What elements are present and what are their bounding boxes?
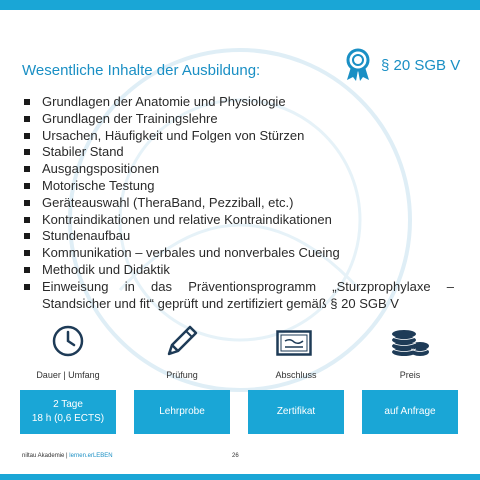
- top-accent-bar: [0, 0, 480, 10]
- list-item-text: Kontraindikationen und relative Kontraindikationen: [42, 211, 332, 227]
- list-item: [24, 195, 454, 212]
- footer-brand-name: niltau Akademie: [22, 453, 65, 459]
- list-item: [24, 279, 454, 313]
- list-item-text: Einweisung in das Präventionsprogramm „Sturzprophylaxe – Standsicher und fit“ geprüft und zertifiziert gemäß § 20 SGB V: [42, 278, 454, 311]
- exam-value: Lehrprobe: [159, 406, 205, 417]
- list-item-text: Kommunikation – verbales und nonverbales Cueing: [42, 245, 340, 261]
- bullet-marker: [24, 284, 30, 290]
- footer-tagline: lernen.erLEBEN: [69, 453, 113, 459]
- duration-box: [20, 390, 116, 434]
- list-item: [24, 245, 454, 262]
- bullet-marker: [24, 217, 30, 223]
- bullet-marker: [24, 233, 30, 239]
- duration-hours: 18 h (0,6 ECTS): [31, 413, 105, 424]
- duration-days: 2 Tage: [53, 399, 83, 410]
- certificate-icon: [276, 330, 312, 356]
- clock-icon: [52, 325, 84, 357]
- footer-brand: [22, 453, 113, 459]
- bullet-marker: [24, 267, 30, 273]
- list-item: [24, 178, 454, 195]
- duration-label: Dauer | Umfang: [36, 370, 100, 380]
- list-item-text: Methodik und Didaktik: [42, 261, 170, 277]
- pen-icon: [164, 323, 200, 359]
- list-item-text: Grundlagen der Anatomie und Physiologie: [42, 94, 286, 109]
- exam-box: [134, 390, 230, 434]
- page-number: 26: [232, 453, 239, 459]
- list-item-text: Grundlagen der Trainingslehre: [42, 110, 218, 126]
- bullet-marker: [24, 99, 30, 105]
- list-item-text: Ursachen, Häufigkeit und Folgen von Stürzen: [42, 127, 305, 143]
- list-item: [24, 212, 454, 229]
- list-item: [24, 128, 454, 145]
- award-ribbon-icon: [345, 48, 371, 82]
- footer-separator: |: [66, 453, 68, 459]
- bullet-marker: [24, 200, 30, 206]
- list-item: [24, 161, 454, 178]
- bullet-marker: [24, 149, 30, 155]
- legal-badge: [345, 48, 460, 82]
- list-item-text: Geräteauswahl (TheraBand, Pezziball, etc.): [42, 194, 294, 210]
- certificate-box: [248, 390, 344, 434]
- list-item: [24, 94, 454, 111]
- list-item: [24, 111, 454, 128]
- price-label: Preis: [399, 370, 421, 380]
- certificate-label: Abschluss: [275, 370, 317, 380]
- list-item-text: Ausgangspositionen: [42, 161, 160, 177]
- bullet-marker: [24, 250, 30, 256]
- certificate-value: Zertifikat: [276, 406, 316, 417]
- price-value: auf Anfrage: [384, 406, 436, 417]
- list-item: [24, 262, 454, 279]
- list-item-text: Stabiler Stand: [42, 144, 124, 160]
- bottom-accent-bar: [0, 474, 480, 480]
- list-item: [24, 228, 454, 245]
- bullet-marker: [24, 183, 30, 189]
- content-list: [24, 94, 454, 312]
- price-box: [362, 390, 458, 434]
- section-title: Wesentliche Inhalte der Ausbildung:: [22, 62, 261, 79]
- exam-label: Prüfung: [166, 370, 198, 380]
- list-item-text: Stundenaufbau: [42, 228, 131, 244]
- legal-badge-text: § 20 SGB V: [381, 56, 461, 74]
- bullet-marker: [24, 166, 30, 172]
- bullet-marker: [24, 116, 30, 122]
- list-item-text: Motorische Testung: [42, 177, 155, 193]
- list-item: [24, 144, 454, 161]
- coins-icon: [390, 324, 430, 358]
- bullet-marker: [24, 133, 30, 139]
